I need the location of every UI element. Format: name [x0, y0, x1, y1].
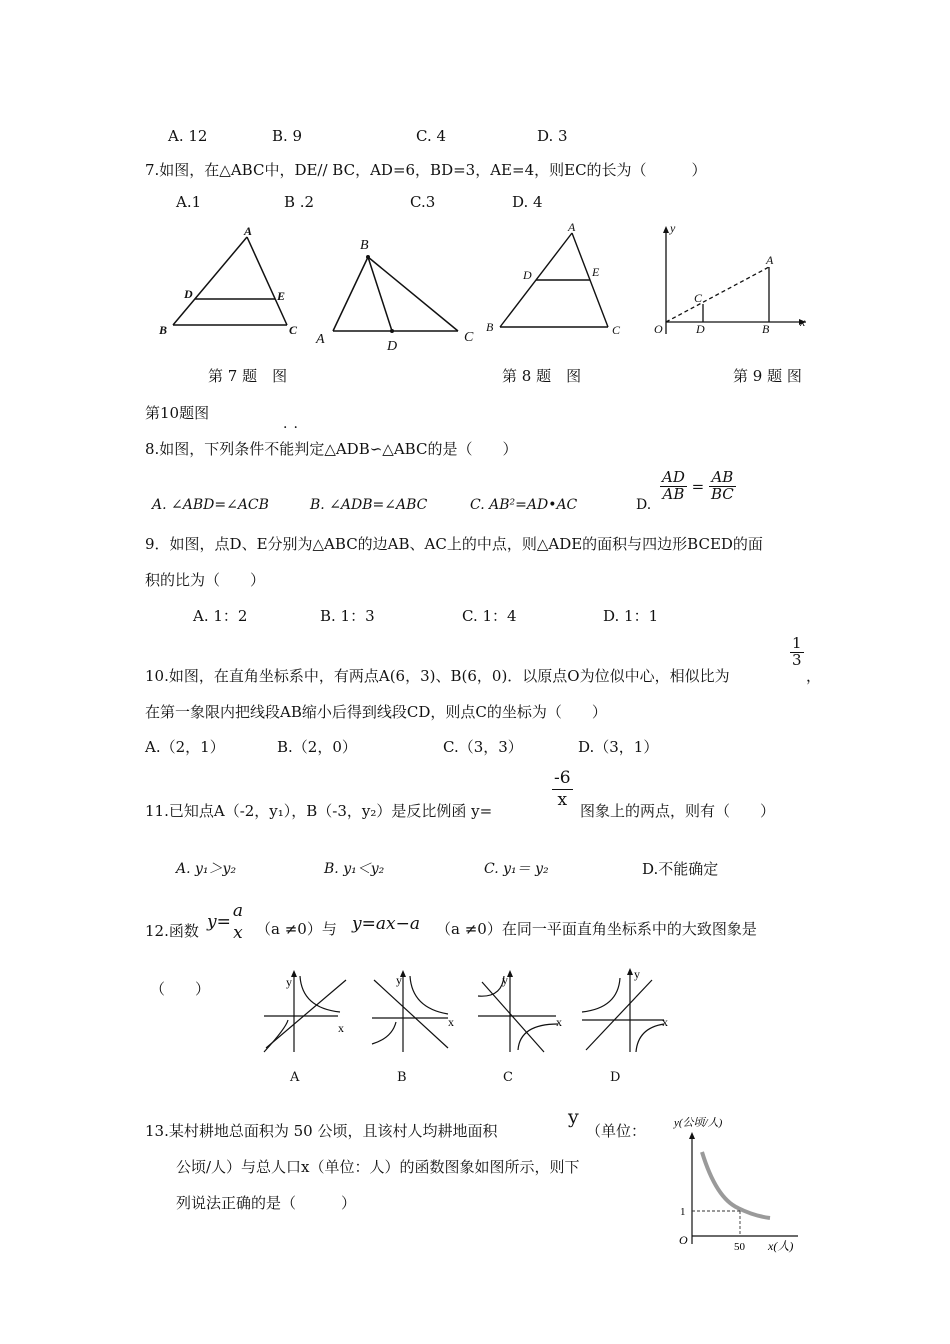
q13-graph-y-tick: 1: [680, 1206, 686, 1218]
q6-option-b: B. 9: [272, 127, 303, 145]
fig2-label-a: A: [316, 332, 325, 347]
fig2-label-d: D: [387, 339, 398, 354]
q13-question-line2: 公顷/人）与总人口x（单位：人）的函数图象如图所示，则下: [176, 1158, 580, 1176]
q10-ratio-fraction: $\frac{1}{3}$: [792, 634, 802, 669]
fig4-label-y: y: [670, 222, 676, 235]
q12-func-linear: y=ax−a: [352, 914, 420, 934]
q9-option-b: B. 1：3: [320, 607, 375, 625]
q13-unit: （单位：: [586, 1122, 647, 1140]
q12-graph-d-y: y: [634, 967, 640, 981]
q12-func-inverse: y= a x: [207, 901, 243, 944]
fig4-label-a: A: [766, 253, 774, 267]
q8-question: 8.如图，下列条件不能判定△ADB∽△ABC的是（ ）: [145, 440, 518, 458]
q7-option-d: D. 4: [512, 193, 543, 211]
fig2-label-c: C: [464, 330, 474, 345]
fig1-label-a: A: [244, 224, 253, 238]
q9-question-line2: 积的比为（ ）: [145, 571, 266, 589]
q10-option-d: D.（3，1）: [578, 738, 659, 756]
q12-graph-a-y: y: [286, 975, 292, 989]
q9-option-a: A. 1：2: [193, 607, 248, 625]
fig4-label-x: x: [800, 315, 806, 329]
q11-question-post: 图象上的两点，则有（ ）: [580, 802, 776, 820]
q13-graph: [672, 1112, 812, 1260]
fig4-label-d: D: [696, 322, 705, 336]
q11-option-b: B. y₁＜y₂: [324, 861, 385, 877]
figure-q7-triangle: [150, 222, 310, 344]
q11-option-d: D.不能确定: [642, 860, 719, 878]
emphasis-dots: ··: [283, 420, 304, 436]
fig3-label-a: A: [568, 220, 576, 234]
q12-question-pre: 12.函数: [145, 922, 199, 940]
q8-option-b: B. ∠ADB=∠ABC: [310, 497, 428, 513]
q12-graph-a-x: x: [338, 1021, 344, 1035]
fig4-label-c: C: [694, 291, 703, 305]
figure-q8-triangle: [310, 232, 480, 354]
q8-option-c: C. AB²=AD•AC: [470, 497, 578, 513]
q12-label-d: D: [610, 1070, 621, 1085]
q8-option-a: A. ∠ABD=∠ACB: [152, 497, 269, 513]
q6-option-a: A. 12: [168, 127, 208, 145]
q13-graph-origin: O: [679, 1233, 688, 1247]
fig1-label-d: D: [184, 287, 193, 301]
figure-q9-triangle: [482, 218, 632, 344]
q12-graph-c: [474, 968, 574, 1056]
q10-option-a: A.（2，1）: [145, 738, 225, 756]
q7-question: 7.如图，在△ABC中，DE// BC，AD=6，BD=3，AE=4，则EC的长为（ ）: [145, 161, 707, 179]
caption-fig7: 第 7 题 图: [208, 367, 288, 385]
fig4-label-o: O: [654, 322, 663, 336]
q13-graph-x-tick: 50: [734, 1241, 745, 1253]
q10-comma: ，: [806, 667, 822, 685]
fig4-label-b: B: [762, 322, 770, 336]
caption-fig9: 第 9 题 图: [733, 367, 802, 385]
q13-question-line1: 13.某村耕地总面积为 50 公顷，且该村人均耕地面积: [145, 1122, 498, 1140]
q9-option-d: D. 1：1: [603, 607, 659, 625]
q12-graph-d-x: x: [662, 1015, 668, 1029]
q12-graph-a: [260, 968, 360, 1056]
q10-question-line1: 10.如图，在直角坐标系中，有两点A(6，3)、B(6，0)．以原点O为位似中心，相似比为: [145, 667, 730, 685]
q12-label-b: B: [397, 1070, 407, 1085]
q12-graph-b-y: y: [396, 973, 402, 987]
q8-option-d-fraction: $\frac{AD}{AB}$ = $\frac{AB}{BC}$: [662, 468, 734, 503]
q12-paren: （ ）: [150, 980, 211, 998]
q11-option-c: C. y₁＝ y₂: [484, 861, 549, 877]
q12-condition-1: （a ≠0）与: [256, 920, 337, 938]
q12-graph-d: [578, 966, 678, 1056]
q12-label-c: C: [503, 1070, 513, 1085]
q8-option-d: D.: [636, 497, 652, 513]
figure-q10-coordinates: [648, 222, 818, 342]
q7-option-a: A.1: [176, 193, 202, 211]
q13-graph-y-label: y(公顷/人): [674, 1117, 723, 1129]
fig1-label-e: E: [277, 289, 286, 303]
caption-fig10: 第10题图: [145, 404, 210, 422]
q12-graph-c-x: x: [556, 1015, 562, 1029]
caption-fig8: 第 8 题 图: [502, 367, 582, 385]
q12-graph-c-y: y: [502, 973, 508, 987]
q11-question-pre: 11.已知点A（-2，y₁），B（-3，y₂）是反比例函 y=: [145, 802, 493, 820]
q11-fraction: $\frac{-6}{x}$: [554, 768, 571, 811]
q7-option-b: B .2: [284, 193, 315, 211]
fig3-label-e: E: [592, 265, 600, 279]
fig1-label-c: C: [289, 323, 298, 337]
q10-question-line2: 在第一象限内把线段AB缩小后得到线段CD，则点C的坐标为（ ）: [145, 703, 607, 721]
q12-label-a: A: [290, 1070, 300, 1085]
q6-option-d: D. 3: [537, 127, 568, 145]
q13-question-line3: 列说法正确的是（ ）: [176, 1194, 357, 1212]
q13-y-symbol: y: [568, 1106, 579, 1128]
fig2-label-b: B: [360, 238, 369, 253]
q10-option-c: C.（3，3）: [443, 738, 523, 756]
q12-graph-b-x: x: [448, 1015, 454, 1029]
fig3-label-c: C: [612, 323, 621, 337]
q9-question-line1: 9．如图，点D、E分别为△ABC的边AB、AC上的中点，则△ADE的面积与四边形BCED的面: [145, 535, 763, 553]
q7-option-c: C.3: [410, 193, 436, 211]
fig1-label-b: B: [159, 323, 168, 337]
fig3-label-d: D: [523, 268, 532, 282]
q6-option-c: C. 4: [416, 127, 447, 145]
q12-condition-2: （a ≠0）在同一平面直角坐标系中的大致图象是: [436, 920, 757, 938]
q13-graph-x-label: x(人): [768, 1239, 794, 1253]
q11-option-a: A. y₁＞y₂: [176, 861, 237, 877]
q12-graph-b: [368, 968, 468, 1056]
fig3-label-b: B: [486, 320, 494, 334]
q9-option-c: C. 1：4: [462, 607, 517, 625]
q10-option-b: B.（2，0）: [277, 738, 357, 756]
